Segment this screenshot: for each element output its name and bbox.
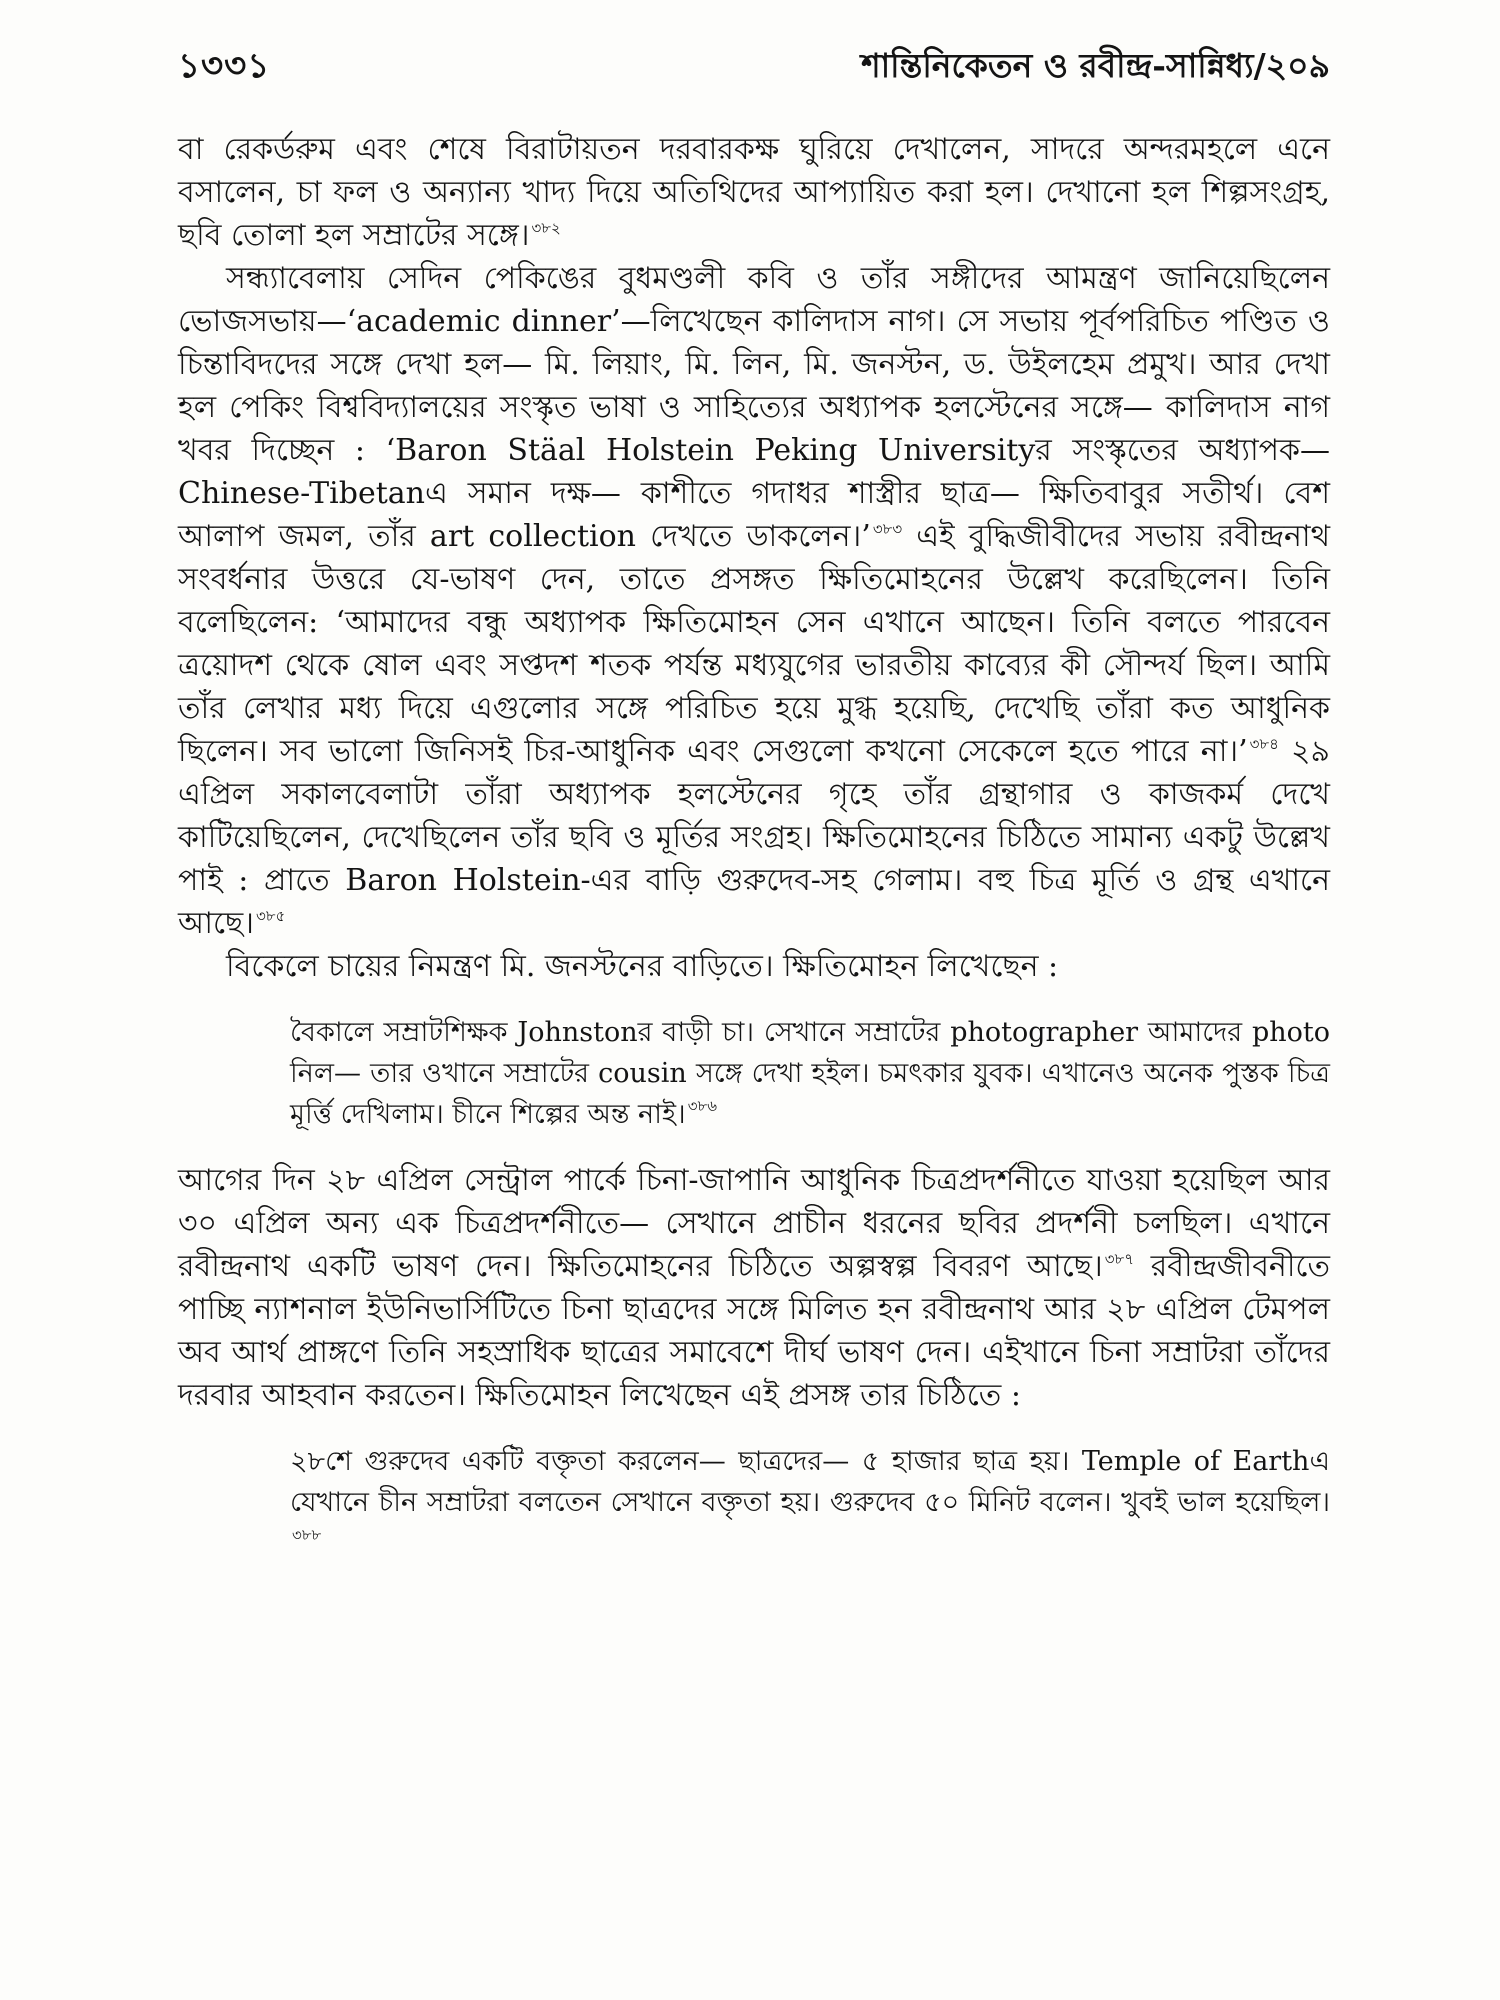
block-quote-2: [290, 1441, 1330, 1564]
paragraph-1-text: বা রেকর্ডরুম এবং শেষে বিরাটায়তন দরবারকক্ষ ঘুরিয়ে দেখালেন, সাদরে অন্দরমহলে এনে বসালেন, চা ফল ও অন্যান্য খাদ্য দিয়ে অতিথিদের আপ্যায়িত করা হল। দেখানো হল শিল্পসংগ্রহ, ছবি তোলা হল সম্রাটের সঙ্গে।: [178, 132, 1330, 253]
paragraph-2-text-cont: এই বুদ্ধিজীবীদের সভায় রবীন্দ্রনাথ সংবর্ধনার উত্তরে যে-ভাষণ দেন, তাতে প্রসঙ্গত ক্ষিতিমোহনের উল্লেখ করেছিলেন। তিনি বলেছিলেন: ‘আমাদের বন্ধু অধ্যাপক ক্ষিতিমোহন সেন এখানে আছেন। তিনি বলতে পারবেন ত্রয়োদশ থেকে ষোল এবং সপ্তদশ শতক পর্যন্ত মধ্যযুগের ভারতীয় কাব্যের কী সৌন্দর্য ছিল। আমি তাঁর লেখার মধ্য দিয়ে এগুলোর সঙ্গে পরিচিত হয়ে মুগ্ধ হয়েছি, দেখেছি তাঁরা কত আধুনিক ছিলেন। সব ভালো জিনিসই চির-আধুনিক এবং সেগুলো কখনো সেকেলে হতে পারে না।’: [178, 519, 1330, 769]
block-quote-2-text: ২৮শে গুরুদেব একটি বক্তৃতা করলেন— ছাত্রদের— ৫ হাজার ছাত্র হয়। Temple of Earthএ যেখানে চীন সম্রাটরা বলতেন সেখানে বক্তৃতা হয়। গুরুদেব ৫০ মিনিট বলেন। খুবই ভাল হয়েছিল।: [290, 1446, 1330, 1518]
paragraph-2-text-cont-2: ২৯ এপ্রিল সকালবেলাটা তাঁরা অধ্যাপক হলস্টেনের গৃহে তাঁর গ্রন্থাগার ও কাজকর্ম দেখে কাটিয়েছিলেন, দেখেছিলেন তাঁর ছবি ও মূর্তির সংগ্রহ। ক্ষিতিমোহনের চিঠিতে সামান্য একটু উল্লেখ পাই : প্রাতে Baron Holstein-এর বাড়ি গুরুদেব-সহ গেলাম। বহু চিত্র মূর্তি ও গ্রন্থ এখানে আছে।: [178, 734, 1330, 941]
page-header: [178, 40, 1330, 100]
footnote-marker-387: ৩৮৭: [1104, 1250, 1134, 1268]
footnote-marker-382: ৩৮২: [531, 219, 561, 237]
page-number: ১৩৩১: [178, 46, 271, 86]
running-title: শান্তিনিকেতন ও রবীন্দ্র-সান্নিধ্য/২০৯: [861, 46, 1330, 85]
footnote-marker-388: ৩৮৮: [292, 1526, 322, 1544]
footnote-marker-383: ৩৮৩: [872, 520, 903, 538]
paragraph-2: [178, 257, 1330, 945]
paragraph-1: [178, 128, 1330, 257]
paragraph-3-text: বিকেলে চায়ের নিমন্ত্রণ মি. জনস্টনের বাড়িতে। ক্ষিতিমোহন লিখেছেন :: [226, 949, 1059, 984]
block-quote-1-text: বৈকালে সম্রাটশিক্ষক Johnstonর বাড়ী চা। সেখানে সম্রাটের photographer আমাদের photo নিল— তার ওখানে সম্রাটের cousin সঙ্গে দেখা হইল। চমৎকার যুবক। এখানেও অনেক পুস্তক চিত্র মূর্ত্তি দেখিলাম। চীনে শিল্পের অন্ত নাই।: [290, 1017, 1330, 1130]
paragraph-3: [178, 945, 1330, 988]
paragraph-4: [178, 1159, 1330, 1417]
body-text: [178, 128, 1330, 1588]
paragraph-4-text-cont: রবীন্দ্রজীবনীতে পাচ্ছি ন্যাশনাল ইউনিভার্সিটিতে চিনা ছাত্রদের সঙ্গে মিলিত হন রবীন্দ্রনাথ আর ২৮ এপ্রিল টেমপল অব আর্থ প্রাঙ্গণে তিনি সহস্রাধিক ছাত্রের সমাবেশে দীর্ঘ ভাষণ দেন। এইখানে চিনা সম্রাটরা তাঁদের দরবার আহবান করতেন। ক্ষিতিমোহন লিখেছেন এই প্রসঙ্গ তার চিঠিতে :: [178, 1249, 1330, 1413]
paragraph-2-text: সন্ধ্যাবেলায় সেদিন পেকিঙের বুধমণ্ডলী কবি ও তাঁর সঙ্গীদের আমন্ত্রণ জানিয়েছিলেন ভোজসভায়—‘academic dinner’—লিখেছেন কালিদাস নাগ। সে সভায় পূর্বপরিচিত পণ্ডিত ও চিন্তাবিদদের সঙ্গে দেখা হল— মি. লিয়াং, মি. লিন, মি. জনস্টন, ড. উইলহেম প্রমুখ। আর দেখা হল পেকিং বিশ্ববিদ্যালয়ের সংস্কৃত ভাষা ও সাহিত্যের অধ্যাপক হলস্টেনের সঙ্গে— কালিদাস নাগ খবর দিচ্ছেন : ‘Baron Stäal Holstein Peking Universityর সংস্কৃতের অধ্যাপক— Chinese-Tibetanএ সমান দক্ষ— কাশীতে গদাধর শাস্ত্রীর ছাত্র— ক্ষিতিবাবুর সতীর্থ। বেশ আলাপ জমল, তাঁর art collection দেখতে ডাকলেন।’: [178, 261, 1330, 554]
footnote-marker-384: ৩৮৪: [1249, 735, 1279, 753]
block-quote-1: [290, 1012, 1330, 1135]
footnote-marker-386: ৩৮৬: [687, 1097, 717, 1115]
footnote-marker-385: ৩৮৫: [255, 907, 286, 925]
paragraph-4-text: আগের দিন ২৮ এপ্রিল সেন্ট্রাল পার্কে চিনা-জাপানি আধুনিক চিত্রপ্রদর্শনীতে যাওয়া হয়েছিল আর ৩০ এপ্রিল অন্য এক চিত্রপ্রদর্শনীতে— সেখানে প্রাচীন ধরনের ছবির প্রদর্শনী চলছিল। এখানে রবীন্দ্রনাথ একটি ভাষণ দেন। ক্ষিতিমোহনের চিঠিতে অল্পস্বল্প বিবরণ আছে।: [178, 1163, 1330, 1284]
